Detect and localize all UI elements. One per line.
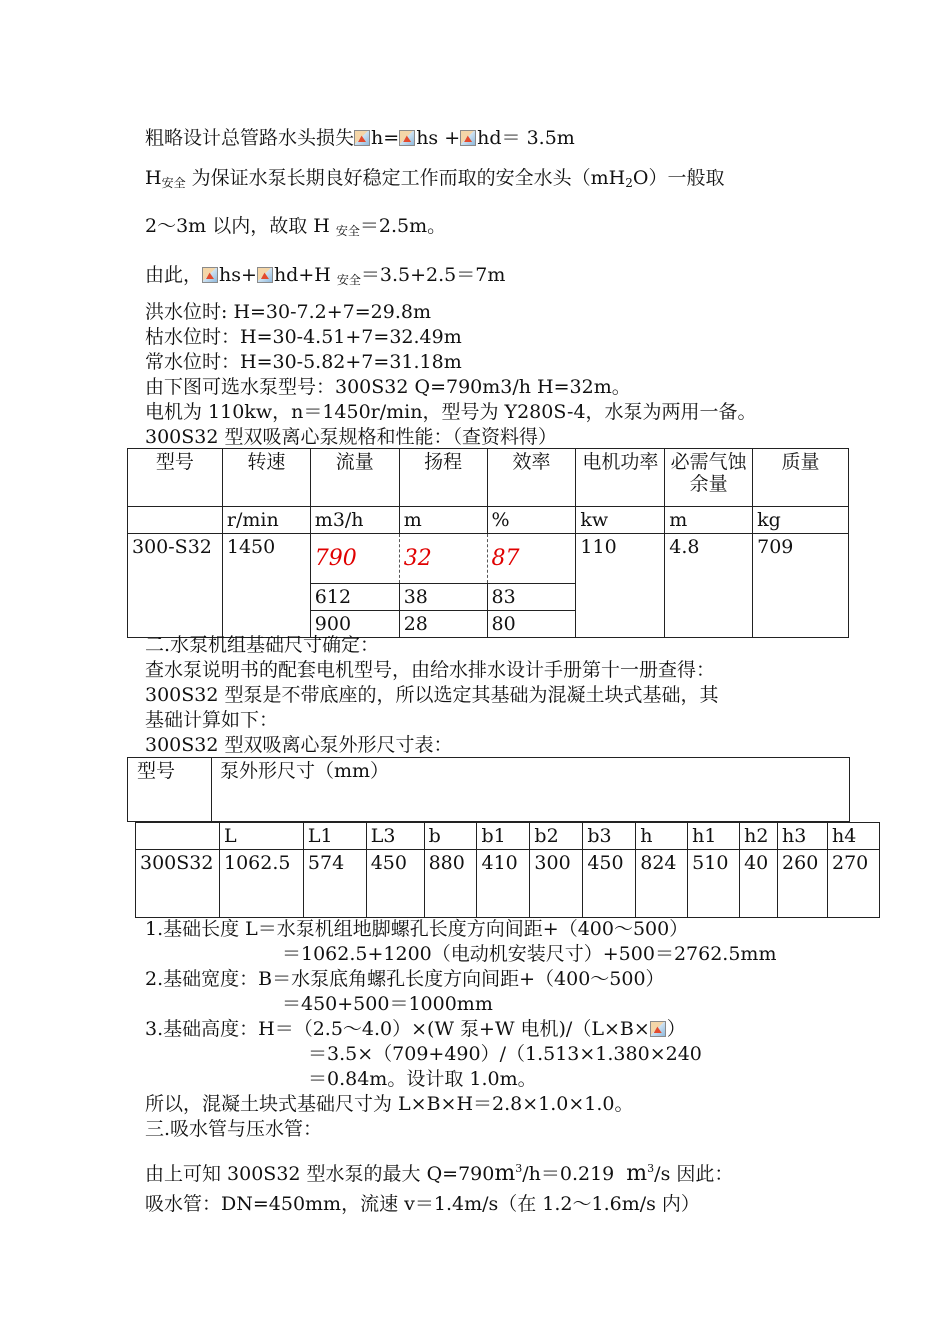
col-b2: b2	[530, 823, 583, 850]
value-L1: 574	[303, 850, 366, 918]
design-flow: 790	[314, 545, 357, 571]
header-model: 型号	[137, 760, 176, 782]
eff-cell: 83	[487, 584, 576, 611]
text: hd＝ 3.5m	[477, 127, 575, 149]
col-b3: b3	[583, 823, 636, 850]
text: 由上可知 300S32 型水泵的最大 Q=790	[145, 1163, 495, 1185]
header-dimensions: 泵外形尺寸（mm）	[220, 760, 390, 782]
flow-cell-red	[310, 534, 399, 584]
speed-cell: 1450	[222, 534, 310, 638]
unit-cell: m	[399, 507, 487, 534]
section-2-heading: 二.水泵机组基础尺寸确定：	[145, 634, 380, 656]
subscript: 安全	[336, 273, 361, 287]
safety-value-line	[145, 215, 446, 242]
flow-cell: 900	[310, 611, 399, 638]
subscript: 安全	[335, 224, 360, 238]
header-motor-power: 电机功率	[576, 449, 665, 507]
width-formula: 2.基础宽度：B＝水泵底角螺孔长度方向间距+（400～500）	[145, 968, 665, 990]
head-cell: 28	[399, 611, 487, 638]
value-h2: 40	[740, 850, 778, 918]
model-cell: 300S32	[136, 850, 220, 918]
table2-caption: 300S32 型双吸离心泵外形尺寸表：	[145, 734, 453, 756]
col-h2: h2	[740, 823, 778, 850]
delta-image-icon	[257, 267, 273, 283]
header-speed: 转速	[222, 449, 310, 507]
eff-cell-red	[487, 534, 576, 584]
length-formula: 1.基础长度 L＝水泵机组地脚螺孔长度方向间距+（400～500）	[145, 918, 689, 940]
superscript: 3	[515, 1162, 523, 1175]
value-h: 824	[636, 850, 688, 918]
text: hd+H	[273, 264, 337, 286]
col-L1: L1	[303, 823, 366, 850]
pump-spec-table	[127, 448, 849, 638]
unit-m: m	[626, 1161, 648, 1186]
pump-selection-line: 由下图可选水泵型号：300S32 Q=790m3/h H=32m。	[145, 376, 631, 398]
paragraph-line: 基础计算如下：	[145, 709, 279, 731]
height-calc: ＝3.5×（709+490）/（1.513×1.380×240	[308, 1043, 702, 1065]
unit-m: m	[494, 1161, 516, 1186]
header-npsh: 必需气蚀余量	[665, 449, 753, 507]
section-3-heading: 三.吸水管与压水管：	[145, 1118, 323, 1140]
normal-level-line: 常水位时：H=30-5.82+7=31.18m	[145, 351, 462, 373]
text: 由此，	[145, 264, 203, 286]
value-h3: 260	[778, 850, 828, 918]
head-loss-line	[145, 127, 575, 149]
header-head: 扬程	[399, 449, 487, 507]
value-b3: 450	[583, 850, 636, 918]
delta-image-icon	[354, 130, 370, 146]
value-L: 1062.5	[219, 850, 303, 918]
value-h1: 510	[688, 850, 740, 918]
dry-level-line: 枯水位时：H=30-4.51+7=32.49m	[145, 326, 462, 348]
text: hs +	[416, 127, 461, 149]
head-cell: 38	[399, 584, 487, 611]
unit-cell: %	[487, 507, 576, 534]
text: ＝3.5+2.5＝7m	[360, 264, 506, 286]
table1-caption: 300S32 型双吸离心泵规格和性能：（查资料得）	[145, 426, 557, 448]
length-result: ＝1062.5+1200（电动机安装尺寸）+500＝2762.5mm	[282, 943, 777, 965]
npsh-cell: 4.8	[665, 534, 753, 638]
value-b1: 410	[477, 850, 530, 918]
value-h4: 270	[828, 850, 880, 918]
head-cell-red	[399, 534, 487, 584]
height-formula	[145, 1018, 686, 1040]
unit-cell: kg	[753, 507, 849, 534]
col-L3: L3	[366, 823, 424, 850]
height-result: ＝0.84m。设计取 1.0m。	[308, 1068, 537, 1090]
paragraph-line: 查水泵说明书的配套电机型号，由给水排水设计手册第十一册查得：	[145, 659, 716, 681]
col-h4: h4	[828, 823, 880, 850]
text: H	[145, 167, 162, 189]
col-L: L	[219, 823, 303, 850]
text: 3.基础高度：H＝（2.5～4.0）×(W 泵+W 电机)/（L×B×	[145, 1018, 650, 1040]
blank-cell	[136, 823, 220, 850]
flood-level-line: 洪水位时: H=30-7.2+7=29.8m	[145, 301, 431, 323]
value-b: 880	[424, 850, 477, 918]
col-b1: b1	[477, 823, 530, 850]
unit-cell: m3/h	[310, 507, 399, 534]
col-h1: h1	[688, 823, 740, 850]
superscript: 3	[647, 1162, 655, 1175]
text: 2～3m 以内，故取 H	[145, 215, 336, 237]
mass-cell: 709	[753, 534, 849, 638]
power-cell: 110	[576, 534, 665, 638]
unit-cell	[128, 507, 223, 534]
header-mass: 质量	[753, 449, 849, 507]
width-result: ＝450+500＝1000mm	[282, 993, 493, 1015]
col-b: b	[424, 823, 477, 850]
model-cell: 300-S32	[128, 534, 223, 638]
suction-pipe-line: 吸水管：DN=450mm，流速 v＝1.4m/s（在 1.2～1.6m/s 内）	[145, 1193, 700, 1215]
divider	[211, 758, 212, 821]
delta-image-icon	[399, 130, 415, 146]
dims-table-header	[127, 757, 850, 822]
text: ＝2.5m。	[359, 215, 447, 237]
design-head: 32	[403, 545, 432, 571]
text: hs+	[219, 264, 257, 286]
motor-line: 电机为 110kw，n＝1450r/min，型号为 Y280S-4，水泵为两用一备。	[145, 401, 757, 423]
col-h3: h3	[778, 823, 828, 850]
text: /s 因此：	[654, 1163, 734, 1185]
gamma-image-icon	[650, 1021, 666, 1037]
value-L3: 450	[366, 850, 424, 918]
delta-image-icon	[202, 267, 218, 283]
text: /h＝0.219	[522, 1163, 621, 1185]
paragraph-line: 300S32 型泵是不带底座的，所以选定其基础为混凝土块式基础，其	[145, 684, 719, 706]
safety-head-line	[145, 167, 724, 194]
unit-cell: r/min	[222, 507, 310, 534]
header-efficiency: 效率	[487, 449, 576, 507]
unit-cell: kw	[576, 507, 665, 534]
text: h=	[371, 127, 400, 149]
text: 粗略设计总管路水头损失	[145, 127, 355, 149]
foundation-summary: 所以，混凝土块式基础尺寸为 L×B×H＝2.8×1.0×1.0。	[145, 1093, 634, 1115]
flow-cell: 612	[310, 584, 399, 611]
subscript: 安全	[161, 176, 186, 190]
header-flow: 流量	[310, 449, 399, 507]
text: 为保证水泵长期良好稳定工作而取的安全水头（mH	[185, 167, 626, 189]
max-flow-line	[145, 1158, 733, 1185]
text: O）一般取	[632, 167, 725, 189]
col-h: h	[636, 823, 688, 850]
header-model: 型号	[128, 449, 223, 507]
design-efficiency: 87	[491, 545, 520, 571]
text: ）	[666, 1018, 686, 1040]
eff-cell: 80	[487, 611, 576, 638]
dims-table	[135, 822, 880, 918]
unit-cell: m	[665, 507, 753, 534]
value-b2: 300	[530, 850, 583, 918]
total-loss-line	[145, 264, 505, 291]
subscript: 2	[625, 176, 633, 190]
delta-image-icon	[460, 130, 476, 146]
